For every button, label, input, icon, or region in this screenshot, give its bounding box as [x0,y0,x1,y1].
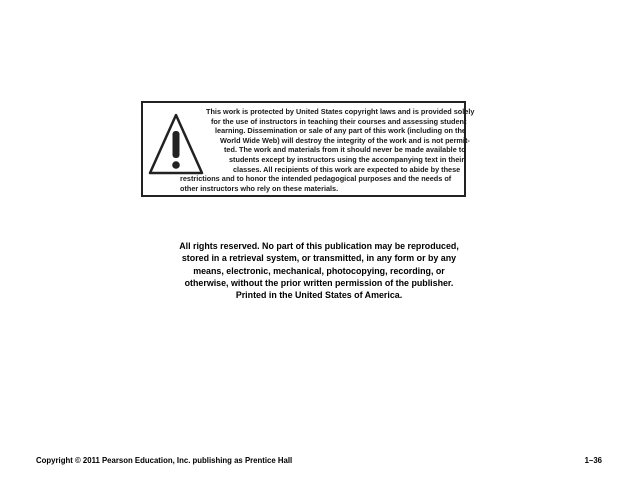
rights-line: otherwise, without the prior written permission of the publisher. [184,277,454,288]
page-number: 1–36 [584,456,602,465]
notice-line: learning. Dissemination or sale of any part of this work (including on the [215,126,466,136]
notice-line: restrictions and to honor the intended pedagogical purposes and the needs of [180,174,452,184]
notice-line: ted. The work and materials from it should never be made available to [224,145,466,155]
rights-line: stored in a retrieval system, or transmitted, in any form or by any [181,253,457,264]
notice-line: other instructors who rely on these materials. [180,183,339,193]
notice-line: This work is protected by United States copyright laws and is provided solely [206,107,475,116]
footer-copyright: Copyright © 2011 Pearson Education, Inc. publishing as Prentice Hall [36,456,293,465]
rights-line: All rights reserved. No part of this publication may be reproduced, [179,241,459,251]
notice-line: students except by instructors using the accompanying text in their [229,154,465,164]
notice-line: World Wide Web) will destroy the integrity of the work and is not permit- [220,135,470,145]
rights-line: means, electronic, mechanical, photocopying, recording, or [193,265,445,276]
copyright-notice-box [141,101,475,197]
rights-statement [160,240,478,301]
notice-line: for the use of instructors in teaching their courses and assessing student [211,116,467,126]
copyright-notice-text [176,107,475,193]
notice-line: classes. All recipients of this work are expected to abide by these [233,164,461,174]
rights-line: Printed in the United States of America. [235,290,403,301]
